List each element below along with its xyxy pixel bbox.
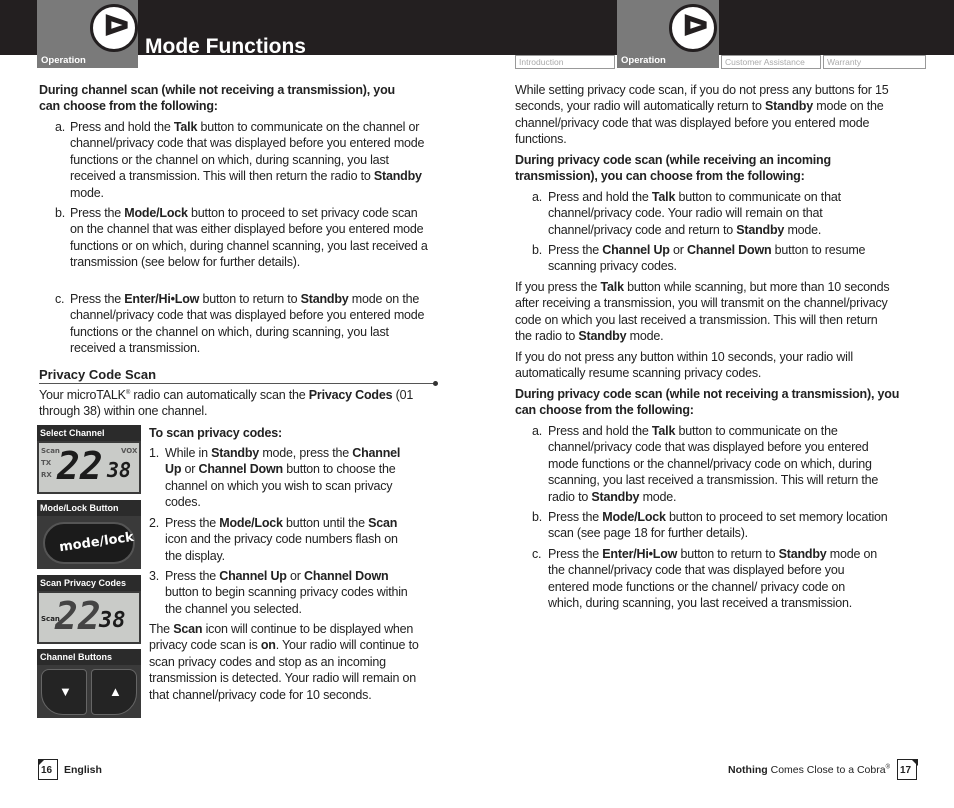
thumb-scan-privacy-codes (37, 575, 141, 644)
step-number: 2. (149, 516, 160, 530)
nav-tab-warranty[interactable]: Warranty (823, 55, 926, 69)
page-corner-right (911, 759, 918, 766)
thumb-channel-buttons (37, 649, 141, 718)
section-tab-label: Operation (41, 55, 86, 66)
footer-language: English (64, 764, 102, 776)
right-p3: If you do not press any button within 10 seconds, your radio will automatically resume scanning privacy codes. (515, 350, 853, 381)
nav-tab-customer-assistance[interactable]: Customer Assistance (721, 55, 821, 69)
thumb-label: Channel Buttons (37, 649, 141, 665)
footer-tagline: Nothing Comes Close to a Cobra® (728, 764, 890, 776)
list-marker: a. (532, 190, 543, 204)
section-heading-privacy-code-scan: Privacy Code Scan (39, 368, 437, 384)
lcd-channel-digits: 22 (55, 594, 101, 638)
step-number: 3. (149, 569, 160, 583)
section-intro: Your microTALK® radio can automatically scan the Privacy Codes (01 through 38) within one channel. (39, 388, 414, 419)
arrow-up-icon: ▲ (109, 684, 122, 699)
page-number-right: 17 (897, 759, 917, 780)
step-number: 1. (149, 446, 160, 460)
step-2: Press the Mode/Lock button until the Scan icon and the privacy code numbers flash on the display. (165, 516, 398, 563)
step-3: Press the Channel Up or Channel Down button to begin scanning privacy codes within the channel you selected. (165, 569, 408, 616)
thumb-select-channel (37, 425, 141, 494)
lcd-display: Scan 22 38 (39, 593, 139, 642)
scan-closing: The Scan icon will continue to be displayed when privacy code scan is on. Your radio will continue to scan privacy codes and stop as an incoming transmission is detected. Your radio will remain on that channel/privacy code for 10 seconds. (149, 622, 419, 702)
steps-title: To scan privacy codes: (149, 426, 282, 440)
list-marker: a. (55, 120, 66, 134)
cobra-logo-icon: ᐅ (90, 4, 138, 52)
right-option-b2: Press the Mode/Lock button to proceed to set memory location scan (see page 18 for further details). (548, 510, 888, 541)
right-option-a: Press and hold the Talk button to communicate on that channel/privacy code. Your radio will remain on that channel/privacy code and return to Standby mode. (548, 190, 841, 237)
step-1: While in Standby mode, press the Channel Up or Channel Down button to choose the channel on which you wish to scan privacy codes. (165, 446, 401, 510)
lcd-display: Scan TX RX VOX 22 38 (39, 443, 139, 492)
list-marker: c. (55, 292, 65, 306)
mode-lock-button: mode/lock (43, 522, 135, 564)
channel-down-button (41, 669, 87, 715)
thumb-label: Mode/Lock Button (37, 500, 141, 516)
right-p2: If you press the Talk button while scanning, but more than 10 seconds after receiving a transmission, you will transmit on the channel/privacy code on which you last received a transmission. This will then return the radio to Standby mode. (515, 280, 890, 344)
left-option-b: Press the Mode/Lock button to proceed to set privacy code scan on the channel that was either displayed before you entered mode functions or on which, during channel scanning, you last received a transmission (see below for further details). (70, 206, 428, 270)
list-marker: a. (532, 424, 543, 438)
page-corner-left (38, 759, 45, 766)
right-option-a2: Press and hold the Talk button to communicate on the channel/privacy code that was displayed before you entered mode functions or the channel/privacy code on which, during scanning, you last received a transmission. This will return the radio to Standby mode. (548, 424, 879, 504)
channel-up-button (91, 669, 137, 715)
page-number-left: 16 (38, 759, 58, 780)
list-marker: b. (55, 206, 66, 220)
thumb-label: Scan Privacy Codes (37, 575, 141, 591)
page-title: Mode Functions (145, 35, 306, 58)
list-marker: b. (532, 510, 543, 524)
lcd-code-digits: 38 (107, 458, 132, 482)
right-p1: While setting privacy code scan, if you do not press any buttons for 15 seconds, your radio will automatically return to Standby mode on the channel/privacy code that was displayed before you entered mode functions. (515, 83, 889, 147)
right-heading-receiving: During privacy code scan (while receiving an incoming transmission), you can choose from the following: (515, 153, 831, 184)
left-option-a: Press and hold the Talk button to communicate on the channel or channel/privacy code that was displayed before you entered mode functions or the channel on which, during scanning, you last received a transmission. This will then return the radio to Standby mode. (70, 120, 425, 200)
cobra-logo-icon: ᐅ (669, 4, 717, 52)
right-option-c2: Press the Enter/Hi•Low button to return to Standby mode on the channel/privacy code that was displayed before you entered mode functions or the channel/ privacy code on which, during scanning, you last received a transmission. (548, 547, 878, 611)
left-intro: During channel scan (while not receiving a transmission), you can choose from the following: (39, 83, 395, 114)
list-marker: b. (532, 243, 543, 257)
right-option-b: Press the Channel Up or Channel Down button to resume scanning privacy codes. (548, 243, 866, 274)
thumb-mode-lock-button (37, 500, 141, 569)
lcd-channel-digits: 22 (57, 444, 103, 488)
nav-tab-introduction[interactable]: Introduction (515, 55, 615, 69)
list-marker: c. (532, 547, 542, 561)
nav-tab-label: Operation (621, 55, 666, 66)
lcd-code-digits: 38 (99, 608, 126, 633)
thumb-label: Select Channel (37, 425, 141, 441)
arrow-down-icon: ▼ (59, 684, 72, 699)
right-heading-not-receiving: During privacy code scan (while not receiving a transmission), you can choose from the following: (515, 387, 900, 418)
left-option-c: Press the Enter/Hi•Low button to return to Standby mode on the channel/privacy code that was displayed before you entered mode functions or the channel on which, during scanning, you last received a transmission. (70, 292, 425, 356)
